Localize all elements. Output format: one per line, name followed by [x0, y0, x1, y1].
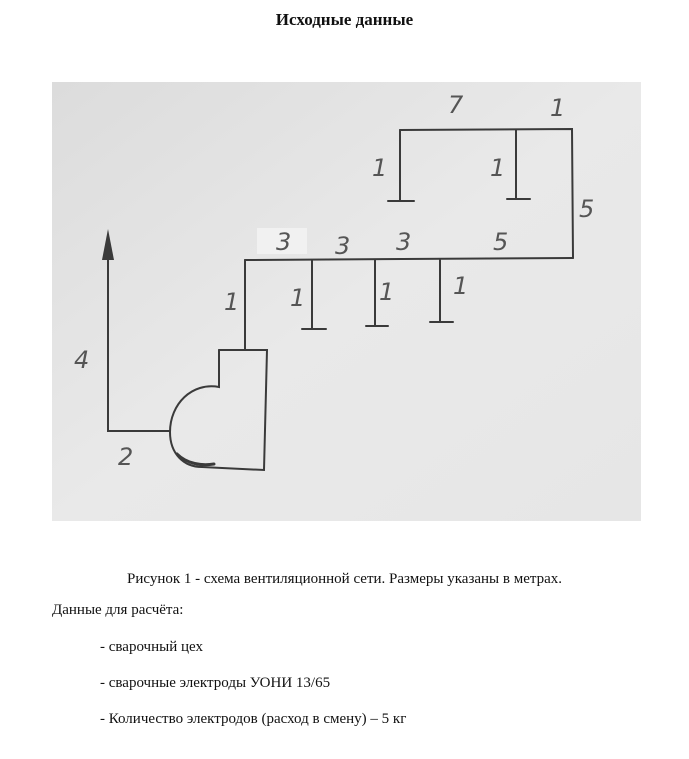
figure-caption: Рисунок 1 - схема вентиляционной сети. Размеры указаны в метрах. — [126, 571, 563, 587]
label-seg-2: 3 — [335, 232, 351, 260]
label-branch-2: 1 — [379, 278, 395, 306]
calc-data-heading: Данные для расчёта: — [52, 602, 184, 618]
label-bottom: 2 — [118, 443, 134, 471]
label-top-right: 1 — [550, 94, 566, 122]
list-item: - сварочные электроды УОНИ 13/65 — [100, 675, 331, 691]
label-seg-box: 3 — [276, 228, 292, 256]
label-right-vertical: 5 — [579, 195, 595, 223]
label-drop-left: 1 — [372, 154, 388, 182]
page-title: Исходные данные — [275, 10, 414, 29]
list-item: - Количество электродов (расход в смену) – 5 кг — [100, 711, 407, 727]
label-riser: 1 — [224, 288, 240, 316]
label-drop-mid: 1 — [490, 154, 506, 182]
label-exhaust: 4 — [74, 346, 90, 374]
ventilation-scheme-photo — [52, 82, 641, 521]
label-branch-3: 1 — [453, 272, 469, 300]
label-seg-3: 3 — [396, 228, 412, 256]
list-item: - сварочный цех — [100, 639, 203, 655]
label-seg-4: 5 — [493, 228, 509, 256]
label-top-left: 7 — [448, 91, 464, 119]
label-branch-1: 1 — [290, 284, 306, 312]
